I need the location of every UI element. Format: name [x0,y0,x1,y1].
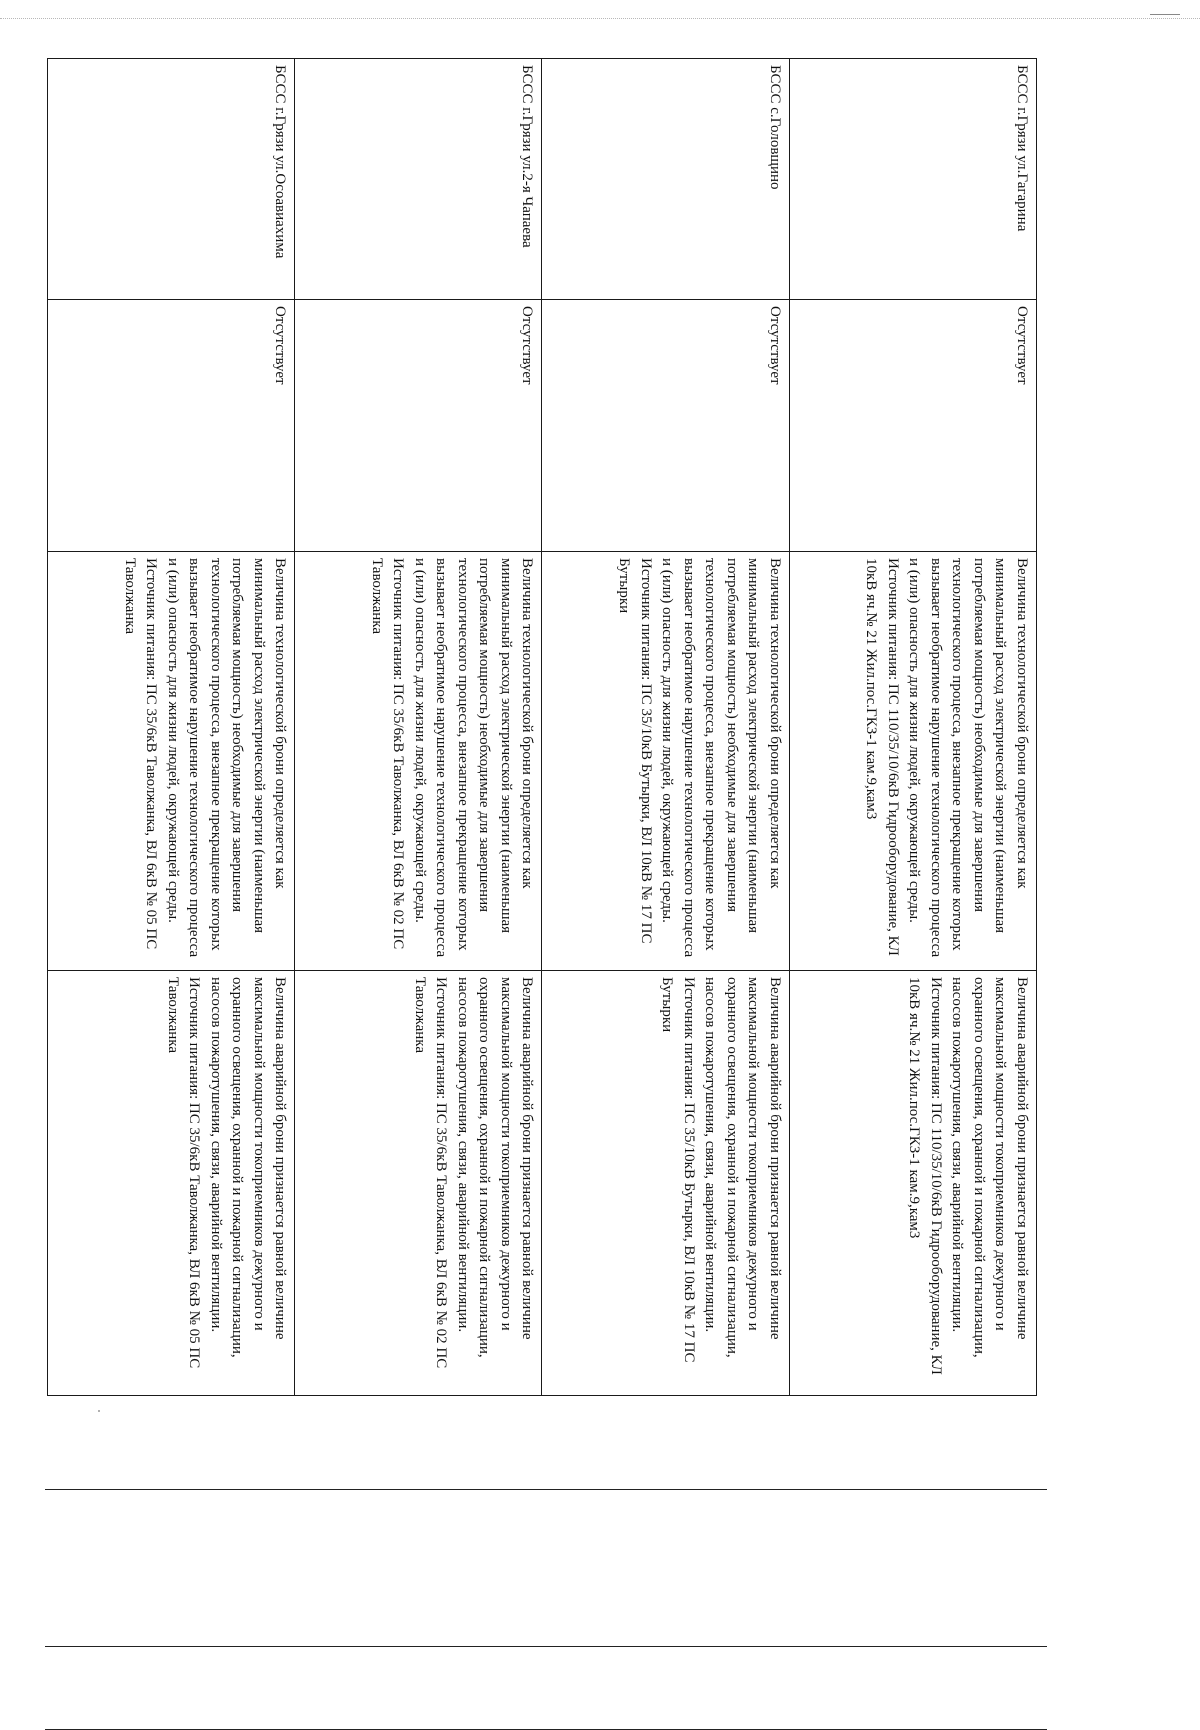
table-row [542,59,789,1396]
technological-reserve-cell: Величина технологической брони определяется как минимальный расход электрической энергии (наименьшая потребляемая мощность) необходимые для завершения технологического процесса, внезапное прекращение которых вызывает необратимое нарушение технологического процесса и (или) опасность для жизни людей, окружающей среды. Источник питания: ПС 35/10кВ Бутырки, ВЛ 10кВ № 17 ПС Бутырки [542,552,789,971]
scan-mark [1150,14,1180,15]
emergency-reserve-cell: Величина аварийной брони признается равной величине максимальной мощности токоприемников дежурного и охранного освещения, охранной и пожарной сигнализации, насосов пожаротушения, связи, аварийной вентиляции. Источник питания: ПС 35/6кВ Таволжанка, ВЛ 6кВ № 02 ПС Таволжанка [295,971,542,1396]
reservation-table [47,58,1037,1396]
automation-cell: Отсутствует [789,300,1036,552]
object-name-cell: БССС г.Грязи ул.Гагарина [789,59,1036,300]
page-top-edge [0,18,1200,19]
emergency-reserve-cell: Величина аварийной брони признается равной величине максимальной мощности токоприемников дежурного и охранного освещения, охранной и пожарной сигнализации, насосов пожаротушения, связи, аварийной вентиляции. Источник питания: ПС 35/10кВ Бутырки, ВЛ 10кВ № 17 ПС Бутырки [542,971,789,1396]
signature-line [45,1646,1047,1647]
object-name-cell: БССС г.Грязи ул.2-я Чапаева [295,59,542,300]
automation-cell: Отсутствует [48,300,295,552]
automation-cell: Отсутствует [542,300,789,552]
emergency-reserve-cell: Величина аварийной брони признается равной величине максимальной мощности токоприемников дежурного и охранного освещения, охранной и пожарной сигнализации, насосов пожаротушения, связи, аварийной вентиляции. Источник питания: ПС 110/35/10/6кВ Гидрооборудование, КЛ 10кВ яч.№ 21 Жил.пос.ГКЗ-1 кам.9,кам3 [789,971,1036,1396]
rotated-table-container [47,58,1037,1375]
technological-reserve-cell: Величина технологической брони определяется как минимальный расход электрической энергии (наименьшая потребляемая мощность) необходимые для завершения технологического процесса, внезапное прекращение которых вызывает необратимое нарушение технологического процесса и (или) опасность для жизни людей, окружающей среды. Источник питания: ПС 35/6кВ Таволжанка, ВЛ 6кВ № 02 ПС Таволжанка [295,552,542,971]
automation-cell: Отсутствует [295,300,542,552]
signature-line [45,1489,1047,1490]
table-row [295,59,542,1396]
table-row [789,59,1036,1396]
technological-reserve-cell: Величина технологической брони определяется как минимальный расход электрической энергии (наименьшая потребляемая мощность) необходимые для завершения технологического процесса, внезапное прекращение которых вызывает необратимое нарушение технологического процесса и (или) опасность для жизни людей, окружающей среды. Источник питания: ПС 110/35/10/6кВ Гидрооборудование, КЛ 10кВ яч.№ 21 Жил.пос.ГКЗ-1 кам.9,кам3 [789,552,1036,971]
object-name-cell: БССС с.Головщино [542,59,789,300]
emergency-reserve-cell: Величина аварийной брони признается равной величине максимальной мощности токоприемников дежурного и охранного освещения, охранной и пожарной сигнализации, насосов пожаротушения, связи, аварийной вентиляции. Источник питания: ПС 35/6кВ Таволжанка, ВЛ 6кВ № 05 ПС Таволжанка [48,971,295,1396]
table-row [48,59,295,1396]
object-name-cell: БССС г.Грязи ул.Осоавиахима [48,59,295,300]
technological-reserve-cell: Величина технологической брони определяется как минимальный расход электрической энергии (наименьшая потребляемая мощность) необходимые для завершения технологического процесса, внезапное прекращение которых вызывает необратимое нарушение технологического процесса и (или) опасность для жизни людей, окружающей среды. Источник питания: ПС 35/6кВ Таволжанка, ВЛ 6кВ № 05 ПС Таволжанка [48,552,295,971]
scan-dot [98,1410,100,1412]
